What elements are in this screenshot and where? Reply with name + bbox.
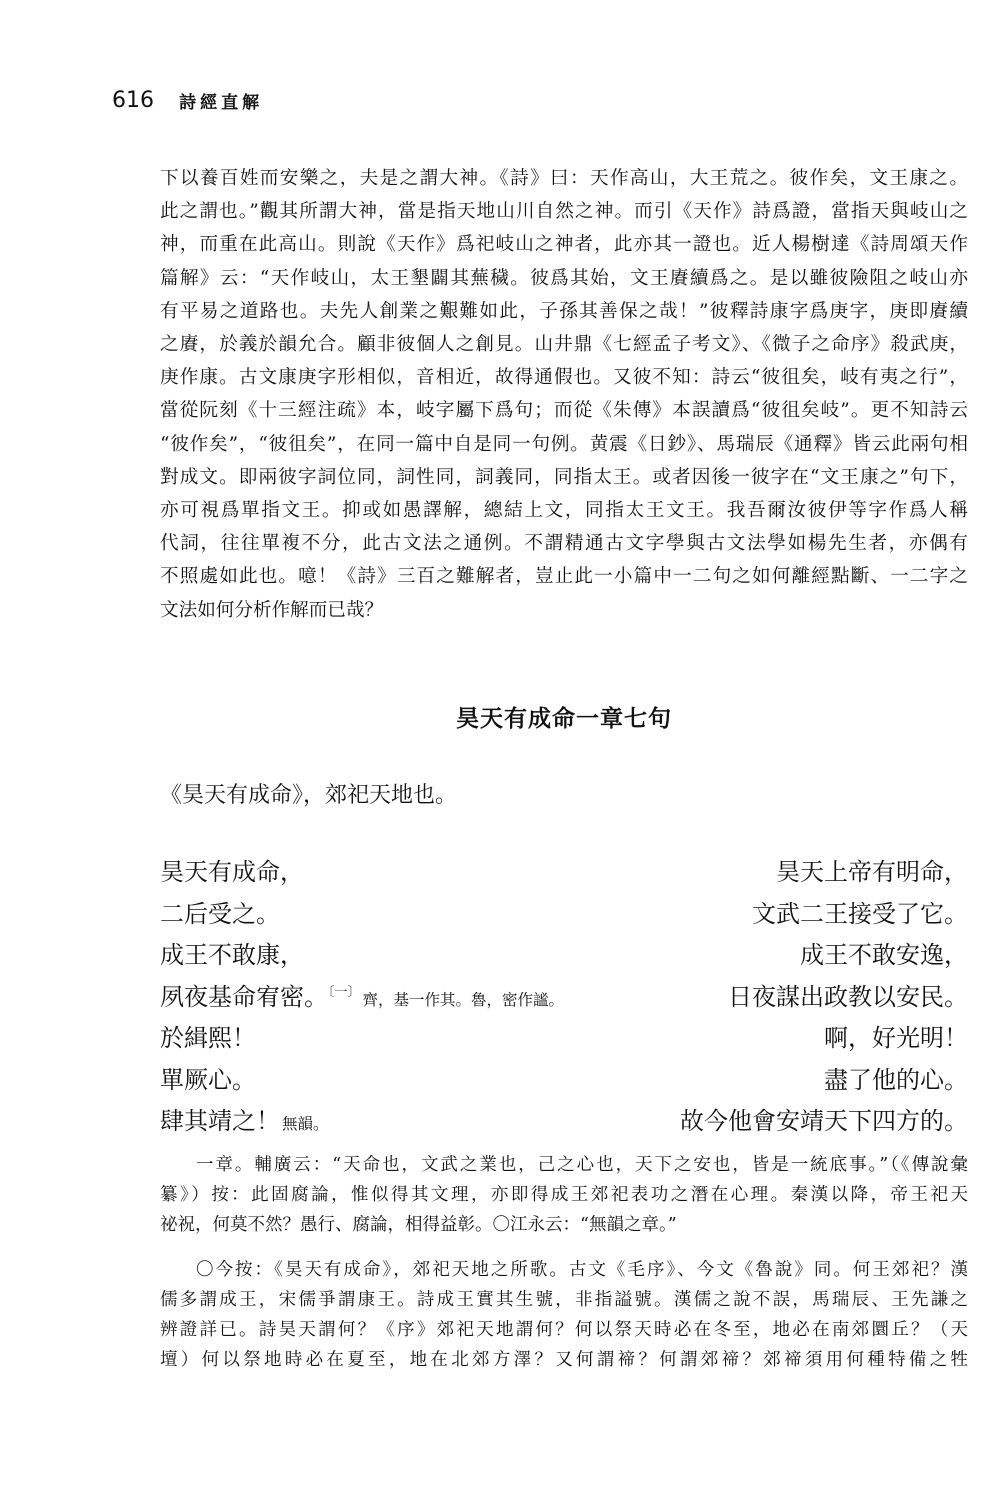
page-number: 616 — [112, 88, 154, 113]
original-verse — [160, 1101, 329, 1136]
translation-verse: 文武二王接受了它。 — [752, 899, 968, 928]
text-line: 不照處如此也。噫！《詩》三百之難解者，豈止此一小篇中一二句之如何離經點斷、一二字之 — [160, 566, 968, 588]
original-verse: 成王不敢康， — [160, 941, 304, 969]
poem-line — [160, 852, 968, 894]
original-verse: 單厥心。 — [160, 1065, 256, 1094]
poem-line — [160, 1101, 968, 1143]
text-line: 亦可視爲單指文王。抑或如愚譯解，總結上文，同指太王文王。我吾爾汝彼伊等字作爲人稱 — [160, 500, 968, 522]
section-title: 昊天有成命一章七句 — [456, 706, 672, 732]
poem-line — [160, 977, 968, 1019]
note-line: 辨證詳已。詩昊天謂何？《序》郊祀天地謂何？何以祭天時必在冬至，地必在南郊圜丘？（天 — [160, 1320, 968, 1341]
text-line: 代詞，往往單複不分，此古文法之通例。不謂精通古文字學與古文法學如楊先生者，亦偶有 — [160, 533, 968, 555]
poem-line — [160, 1060, 968, 1102]
text-line: 有平易之道路也。夫先人創業之艱難如此，子孫其善保之哉！”彼釋詩康字爲庚字，庚即賡續 — [160, 300, 968, 322]
text-line: 庚作康。古文康庚字形相似，音相近，故得通假也。又彼不知：詩云“彼徂矣，岐有夷之行”， — [160, 367, 968, 389]
note-line: 壇）何以祭地時必在夏至，地在北郊方澤？又何謂禘？何謂郊禘？郊禘須用何種特備之牲 — [160, 1350, 968, 1371]
translation-verse: 盡了他的心。 — [824, 1065, 968, 1094]
verse-text: 肆其靖之！ — [160, 1107, 280, 1135]
text-line: 下以養百姓而安樂之，夫是之謂大神。《詩》曰：天作高山，大王荒之。彼作矣，文王康之。 — [160, 168, 968, 189]
translation-verse: 故今他會安靖天下四方的。 — [680, 1107, 968, 1135]
original-verse: 昊天有成命， — [160, 858, 304, 886]
footnote-marker: 〔一〕 — [328, 984, 361, 1000]
poem-preface: 《昊天有成命》，郊祀天地也。 — [160, 783, 458, 808]
translation-verse: 啊，好光明！ — [824, 1024, 968, 1052]
text-line: 神，而重在此高山。則說《天作》爲祀岐山之神者，此亦其一證也。近人楊樹達《詩周頌天作 — [160, 234, 968, 256]
page-header — [112, 88, 263, 118]
translation-verse: 昊天上帝有明命， — [776, 858, 968, 886]
commentary-notes — [160, 1150, 968, 1375]
poem-text — [160, 852, 968, 1143]
text-line: 之賡，於義於韻允合。顧非彼個人之創見。山井鼎《七經孟子考文》、《微子之命序》殺武庚， — [160, 334, 968, 356]
text-line: 對成文。即兩彼字詞位同，詞性同，詞義同，同指太王。或者因後一彼字在“文王康之”句下， — [160, 466, 968, 488]
poem-line — [160, 1018, 968, 1060]
original-verse: 二后受之。 — [160, 899, 280, 928]
note-line: 祕祝，何莫不然？愚行、腐論，相得益彰。〇江永云：“無韻之章。” — [160, 1215, 677, 1236]
text-line: “彼作矣”，“彼徂矣”，在同一篇中自是同一句例。黄震《日鈔》、馬瑞辰《通釋》皆云此兩句相 — [160, 433, 968, 455]
commentary-continuation — [160, 162, 968, 627]
paragraph-gap — [160, 1241, 968, 1255]
note-line: 儒多謂成王，宋儒爭謂康王。詩成王實其生號，非指謚號。漢儒之說不誤，馬瑞辰、王先謙之 — [160, 1289, 968, 1310]
original-verse — [160, 977, 564, 1012]
translation-verse: 成王不敢安逸， — [800, 941, 968, 969]
poem-line — [160, 894, 968, 936]
note-line: 一章。輔廣云：“天命也，文武之業也，己之心也，天下之安也，皆是一統底事。”（《傳說彙 — [196, 1155, 968, 1175]
running-title: 詩經直解 — [179, 93, 264, 113]
rhyme-note: 無韻。 — [282, 1115, 329, 1133]
text-line: 文法如何分析作解而已哉？ — [160, 599, 384, 621]
note-line: 〇今按：《昊天有成命》，郊祀天地之所歌。古文《毛序》、今文《魯說》同。何王郊祀？漢 — [196, 1259, 968, 1280]
note-line: 纂》）按：此固腐論，惟似得其文理，亦即得成王郊祀表功之潛在心理。秦漢以降，帝王祀天 — [160, 1185, 968, 1206]
poem-line — [160, 935, 968, 977]
text-line: 當從阮刻《十三經注疏》本，岐字屬下爲句；而從《朱傳》本誤讀爲“彼徂矣岐”。更不知詩云 — [160, 400, 968, 422]
variant-note: 齊，基一作其。魯，密作謐。 — [362, 990, 565, 1009]
verse-text: 夙夜基命宥密。 — [160, 982, 328, 1011]
text-line: 篇解》云：“天作岐山，太王墾闢其蕪穢。彼爲其始，文王賡續爲之。是以雖彼險阻之岐山亦 — [160, 267, 968, 289]
original-verse: 於緝熙！ — [160, 1024, 256, 1052]
text-line: 此之謂也。”觀其所謂大神，當是指天地山川自然之神。而引《天作》詩爲證，當指天與岐山之 — [160, 201, 968, 223]
translation-verse: 日夜謀出政教以安民。 — [728, 982, 968, 1011]
